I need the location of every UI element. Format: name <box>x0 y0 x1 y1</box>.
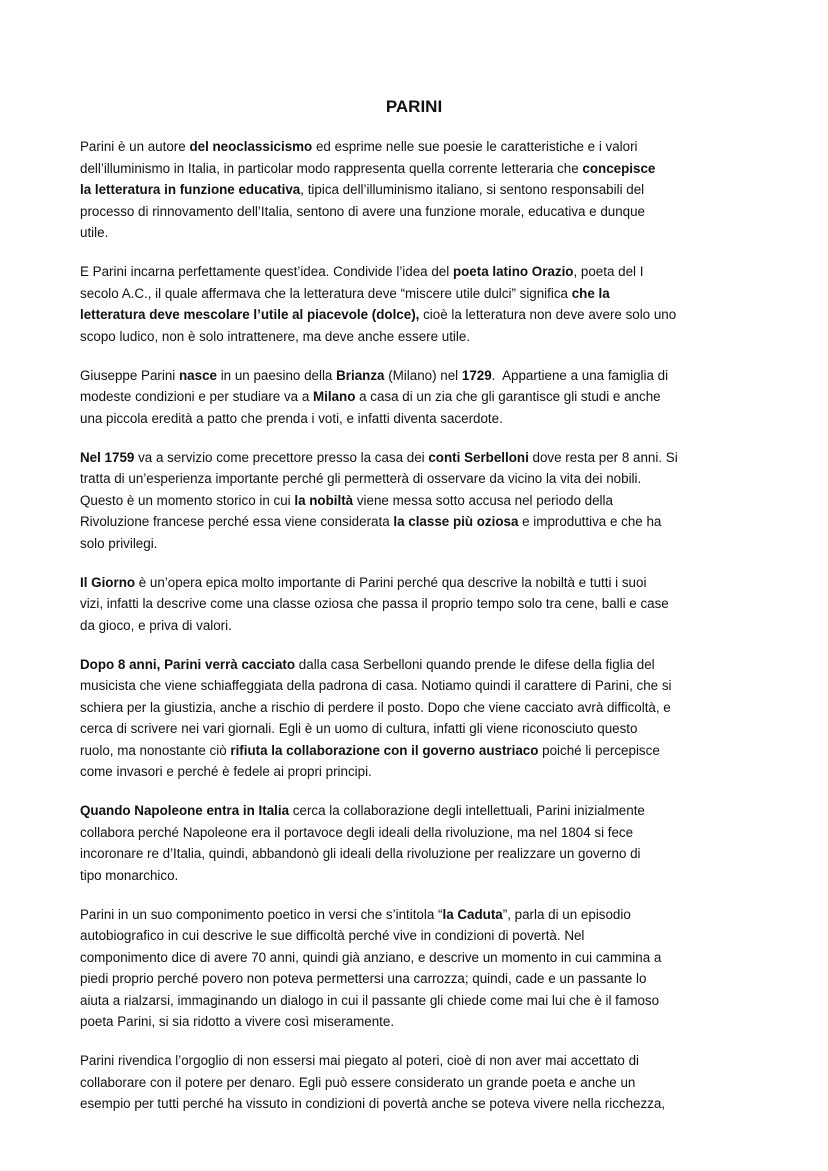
text-line <box>80 718 760 740</box>
text-line <box>80 1093 760 1115</box>
text: Parini è un autore <box>80 139 190 154</box>
bold-text: Nel 1759 <box>80 449 135 465</box>
bold-text: rifiuta la collaborazione con il governo austriaco <box>230 742 539 758</box>
bold-text: che la <box>571 285 610 301</box>
document-title: PARINI <box>385 97 443 116</box>
text: esempio per tutti perché ha vissuto in condizioni di povertà anche se poteva vivere nella ricchezza, <box>80 1096 666 1111</box>
text: in un paesino della <box>216 367 337 383</box>
text-line <box>80 925 760 947</box>
document-body <box>80 136 760 1132</box>
text-line <box>80 283 760 305</box>
text-line <box>80 304 760 326</box>
text-line <box>80 179 760 201</box>
bold-text: letteratura deve mescolare l’utile al piacevole (dolce), <box>80 307 420 322</box>
text: dalla casa Serbelloni quando prende le difese della figlia del <box>295 656 655 672</box>
text: va a servizio come precettore presso la casa dei <box>134 449 429 465</box>
bold-text: la letteratura in funzione educativa <box>80 182 301 197</box>
text: dell’illuminismo in Italia, in particolar modo rappresenta quella corrente letteraria che <box>80 160 583 176</box>
text-line <box>80 740 760 762</box>
text: poeta Parini, si sia ridotto a vivere così miseramente. <box>80 1014 395 1029</box>
text-line <box>80 990 760 1012</box>
text: è un’opera epica molto importante di Parini perché qua descrive la nobiltà e tutti i suoi <box>135 574 647 590</box>
text: Giuseppe Parini <box>80 367 179 383</box>
text-line <box>80 365 760 387</box>
text-line <box>80 697 760 719</box>
text: vizi, infatti la descrive come una classe oziosa che passa il proprio tempo solo tra cene, balli e case <box>80 596 669 611</box>
text: collabora perché Napoleone era il portavoce degli ideali della rivoluzione, ma nel 1804 si fece <box>80 824 634 840</box>
paragraph <box>80 136 760 244</box>
text: ed esprime nelle sue poesie le caratteristiche e i valori <box>312 139 638 154</box>
text: secolo A.C., il quale affermava che la letteratura deve “miscere utile dulci” significa <box>80 285 572 301</box>
text-line <box>80 490 760 512</box>
text: utile. <box>80 225 109 240</box>
text-line <box>80 136 760 158</box>
text-line <box>80 572 760 594</box>
text: collaborare con il potere per denaro. Egli può essere considerato un grande poeta e anche un <box>80 1074 636 1090</box>
text: processo di rinnovamento dell’Italia, sentono di avere una funzione morale, educativa e dunque <box>80 203 646 219</box>
text: ”, parla di un episodio <box>502 906 631 922</box>
text-line <box>80 968 760 990</box>
text-line <box>80 615 760 637</box>
text: aiuta a rialzarsi, immaginando un dialogo in cui il passante gli chiede come mai lui che è il famoso <box>80 992 660 1008</box>
text: , tipica dell’illuminismo italiano, si sentono responsabili del <box>300 182 645 197</box>
text: modeste condizioni e per studiare va a <box>80 389 313 404</box>
text-line <box>80 593 760 615</box>
paragraph <box>80 654 760 783</box>
bold-text: Brianza <box>336 367 385 383</box>
text-line <box>80 800 760 822</box>
text-line <box>80 326 760 348</box>
text: Parini in un suo componimento poetico in versi che s’intitola “ <box>80 906 443 922</box>
text: cerca di scrivere nei vari giornali. Egli è un uomo di cultura, infatti gli viene riconosciuto questo <box>80 721 638 736</box>
text: da gioco, e priva di valori. <box>80 617 232 633</box>
bold-text: conti Serbelloni <box>428 449 529 465</box>
text: E Parini incarna perfettamente quest’idea. Condivide l’idea del <box>80 264 453 279</box>
text-line <box>80 533 760 555</box>
text: schiera per la giustizia, anche a rischio di perdere il posto. Dopo che viene cacciato avrà difficoltà, e <box>80 699 671 715</box>
paragraph <box>80 572 760 637</box>
text-line <box>80 654 760 676</box>
paragraph <box>80 261 760 347</box>
text-line <box>80 386 760 408</box>
text: cerca la collaborazione degli intellettuali, Parini inizialmente <box>289 803 645 818</box>
text: cioè la letteratura non deve avere solo uno <box>419 307 677 322</box>
text-line <box>80 511 760 533</box>
text-line <box>80 447 760 469</box>
bold-text: del neoclassicismo <box>189 139 313 154</box>
text-line <box>80 468 760 490</box>
bold-text: Dopo 8 anni, Parini verrà cacciato <box>80 656 296 672</box>
text: Parini rivendica l’orgoglio di non essersi mai piegato al poteri, cioè di non aver mai accettato di <box>80 1053 639 1068</box>
text: viene messa sotto accusa nel periodo della <box>353 492 613 508</box>
text: componimento dice di avere 70 anni, quindi già anziano, e descrive un momento in cui cammina a <box>80 949 662 965</box>
text: dove resta per 8 anni. Si <box>528 449 678 465</box>
text-line <box>80 761 760 783</box>
text-line <box>80 158 760 180</box>
text-line <box>80 822 760 844</box>
text-line <box>80 222 760 244</box>
bold-text: nasce <box>179 367 217 383</box>
text-line <box>80 1011 760 1033</box>
bold-text: poeta latino Orazio <box>452 264 574 279</box>
bold-text: la Caduta <box>442 906 503 922</box>
text: ruolo, ma nonostante ciò <box>80 742 231 758</box>
text-line <box>80 865 760 887</box>
text: a casa di un zia che gli garantisce gli studi e anche <box>355 389 661 404</box>
text: incoronare re d’Italia, quindi, abbandonò gli ideali della rivoluzione per realizzare un governo di <box>80 846 641 861</box>
text: poiché li percepisce <box>538 742 660 758</box>
bold-text: la classe più oziosa <box>393 514 519 529</box>
paragraph <box>80 447 760 555</box>
text-line <box>80 947 760 969</box>
text: e improduttiva e che ha <box>518 514 662 529</box>
text: scopo ludico, non è solo intrattenere, ma deve anche essere utile. <box>80 328 471 344</box>
paragraph <box>80 800 760 886</box>
text-line <box>80 201 760 223</box>
text: come invasori e perché è fedele ai propri principi. <box>80 764 372 779</box>
bold-text: Quando Napoleone entra in Italia <box>80 803 290 818</box>
text-line <box>80 843 760 865</box>
text: . Appartiene a una famiglia di <box>491 367 669 383</box>
bold-text: Milano <box>312 389 356 404</box>
paragraph <box>80 1050 760 1115</box>
text: tratta di un’esperienza importante perché gli permetterà di osservare da vicino la vita dei nobili. <box>80 471 642 486</box>
bold-text: concepisce <box>582 160 656 176</box>
text-line <box>80 1050 760 1072</box>
text-line <box>80 904 760 926</box>
text: solo privilegi. <box>80 535 158 551</box>
bold-text: 1729 <box>461 367 492 383</box>
text-line <box>80 1072 760 1094</box>
text: musicista che viene schiaffeggiata della padrona di casa. Notiamo quindi il carattere di Parini, che si <box>80 678 672 693</box>
paragraph <box>80 904 760 1033</box>
text-line <box>80 408 760 430</box>
text: tipo monarchico. <box>80 867 179 883</box>
text-line <box>80 675 760 697</box>
text: Questo è un momento storico in cui <box>80 492 295 508</box>
bold-text: la nobiltà <box>294 492 354 508</box>
bold-text: Il Giorno <box>80 574 136 590</box>
text: Rivoluzione francese perché essa viene considerata <box>80 514 394 529</box>
paragraph <box>80 365 760 430</box>
text: , poeta del I <box>573 264 644 279</box>
text: una piccola eredità a patto che prenda i voti, e infatti diventa sacerdote. <box>80 410 503 426</box>
text: piedi proprio perché povero non poteva permettersi una carrozza; quindi, cade e un passante lo <box>80 971 647 986</box>
text: (Milano) nel <box>384 367 462 383</box>
text: autobiografico in cui descrive le sue difficoltà perché vive in condizioni di povertà. Nel <box>80 928 585 943</box>
text-line <box>80 261 760 283</box>
